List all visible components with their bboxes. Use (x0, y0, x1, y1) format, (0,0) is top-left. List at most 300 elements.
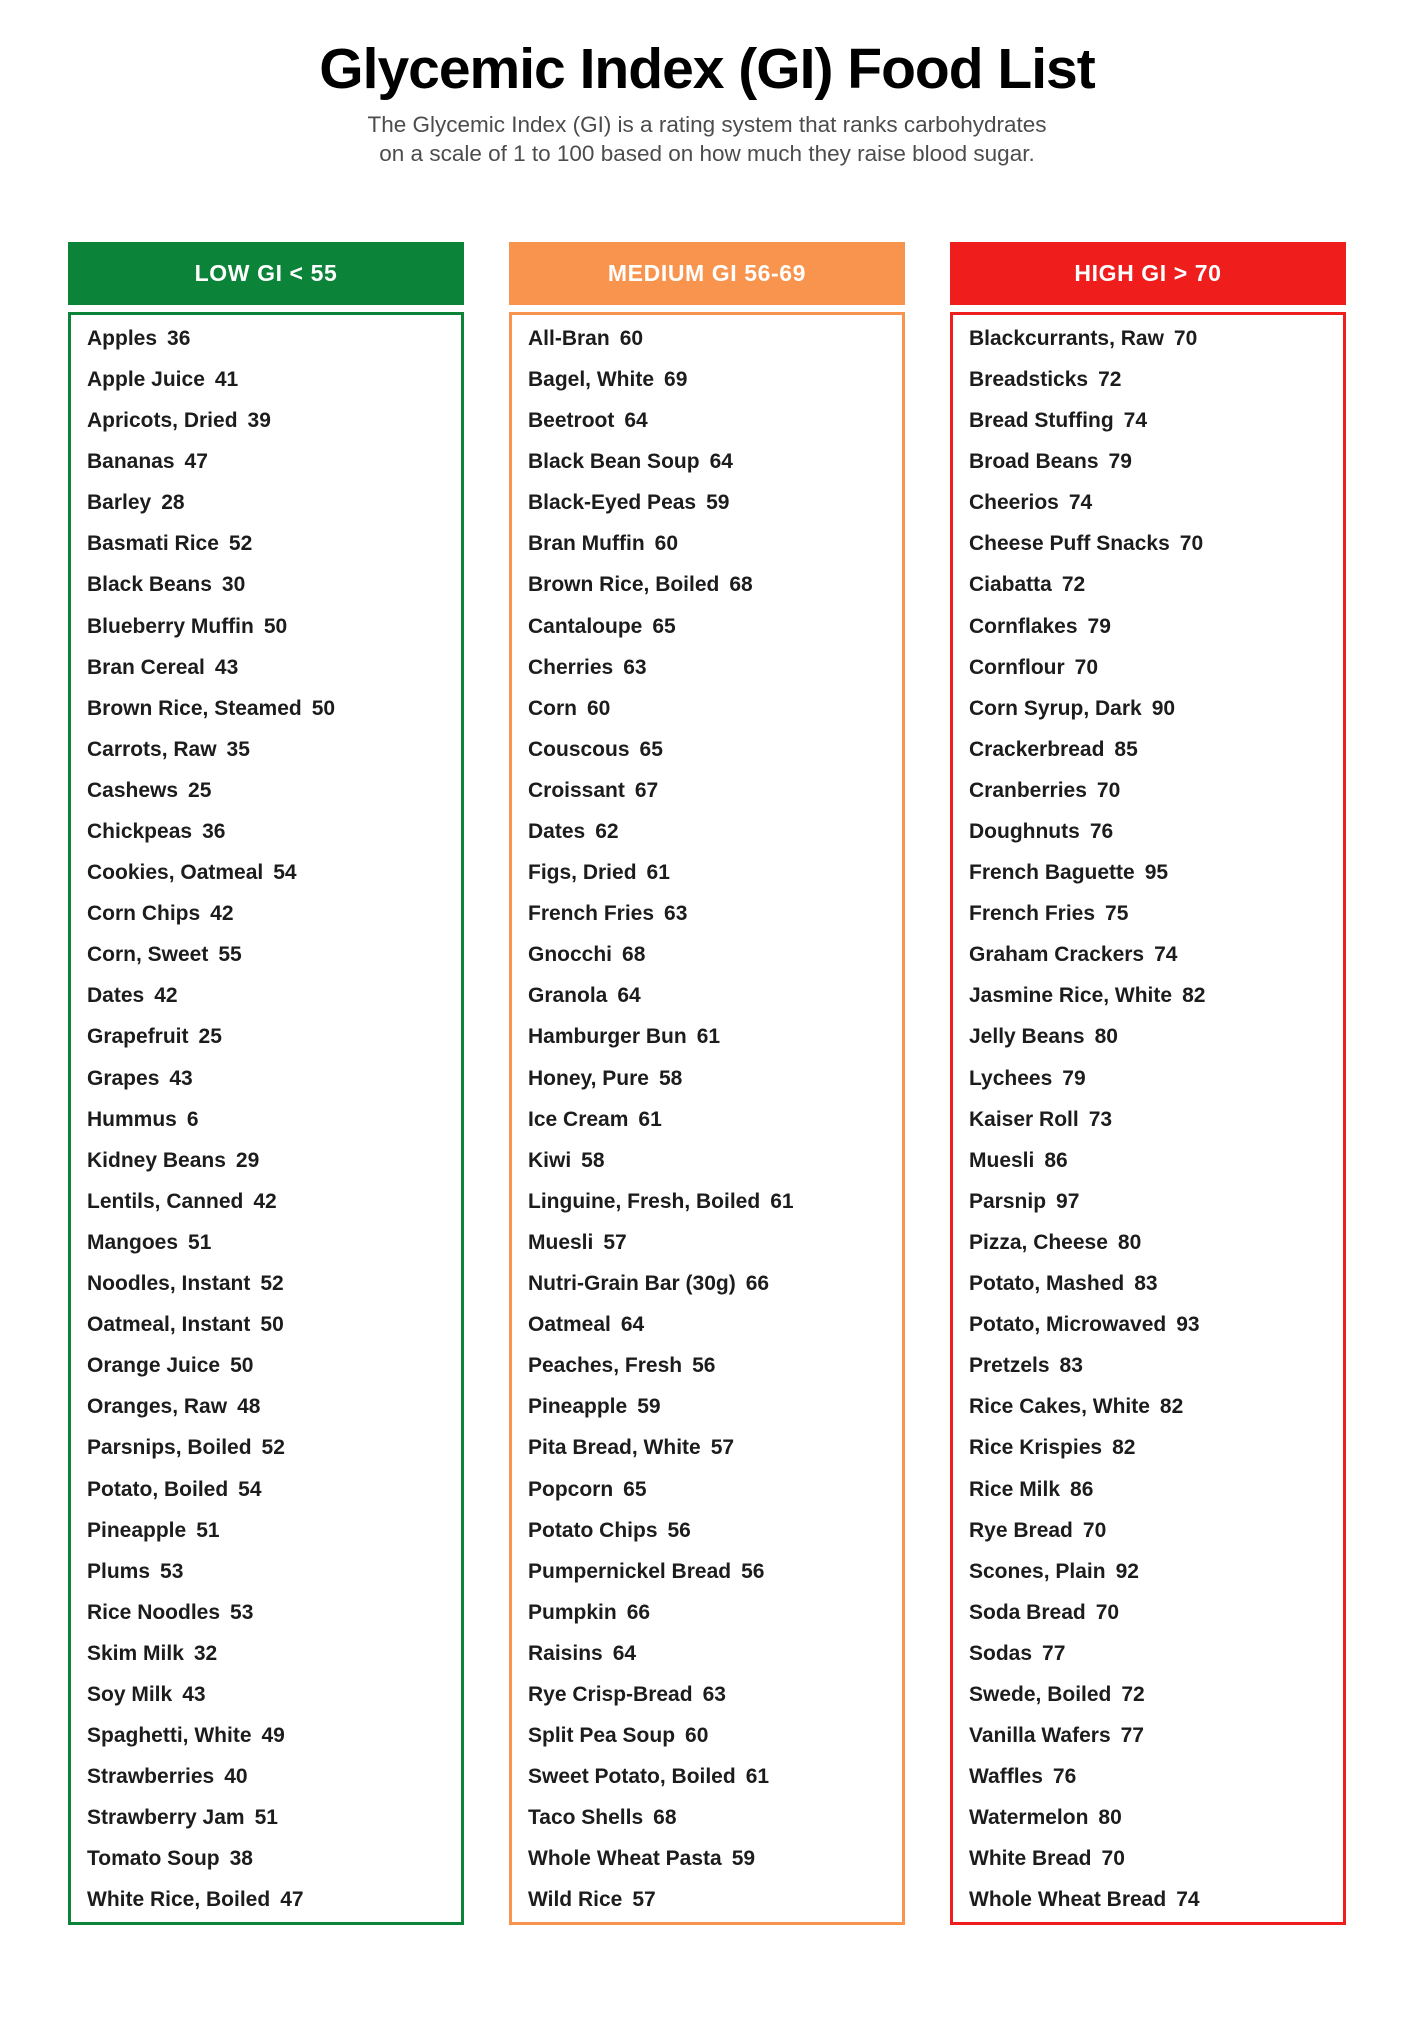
food-row (969, 894, 1335, 935)
food-gi-value: 52 (260, 1272, 284, 1296)
food-name: Cashews (87, 778, 179, 802)
food-name: Brown Rice, Steamed (87, 696, 302, 720)
food-name: Figs, Dried (528, 861, 637, 885)
food-gi-value: 60 (619, 326, 644, 350)
food-name: Potato, Mashed (969, 1272, 1125, 1296)
column-header-medium: MEDIUM GI 56-69 (509, 242, 905, 305)
food-row (87, 1222, 453, 1263)
food-row (87, 1716, 453, 1757)
food-name: Granola (528, 984, 608, 1008)
food-row (87, 770, 453, 811)
food-gi-value: 58 (581, 1148, 605, 1172)
food-name: Corn (528, 696, 577, 720)
food-name: Honey, Pure (528, 1066, 649, 1090)
food-name: Cheese Puff Snacks (969, 532, 1170, 556)
food-row (87, 1099, 453, 1140)
food-name: Kiwi (528, 1148, 572, 1172)
food-gi-value: 50 (263, 614, 288, 638)
food-row (87, 524, 453, 565)
food-gi-value: 53 (230, 1600, 254, 1624)
food-row (969, 1181, 1335, 1222)
food-name: Cornflakes (969, 614, 1078, 638)
food-row (528, 894, 894, 935)
food-gi-value: 92 (1115, 1559, 1139, 1583)
food-name: Watermelon (969, 1806, 1089, 1830)
food-gi-value: 40 (224, 1765, 248, 1789)
food-row (528, 1798, 894, 1839)
food-gi-value: 73 (1088, 1107, 1113, 1131)
food-name: Black Bean Soup (528, 450, 700, 474)
food-name: Raisins (528, 1641, 603, 1665)
food-row (528, 1346, 894, 1387)
food-name: French Fries (969, 902, 1096, 926)
food-gi-value: 72 (1098, 367, 1122, 391)
food-gi-value: 93 (1176, 1313, 1200, 1337)
food-gi-value: 79 (1087, 614, 1111, 638)
food-gi-value: 70 (1096, 778, 1121, 802)
food-row (528, 483, 894, 524)
food-row (528, 770, 894, 811)
food-name: French Fries (528, 902, 655, 926)
food-name: Brown Rice, Boiled (528, 573, 720, 597)
food-name: Linguine, Fresh, Boiled (528, 1189, 761, 1213)
food-row (87, 1264, 453, 1305)
food-row (528, 1305, 894, 1346)
food-gi-value: 68 (622, 943, 646, 967)
food-row (87, 442, 453, 483)
food-gi-value: 49 (261, 1724, 285, 1748)
food-name: Vanilla Wafers (969, 1724, 1111, 1748)
food-name: Sodas (969, 1641, 1033, 1665)
food-gi-value: 61 (745, 1765, 770, 1789)
food-name: Ice Cream (528, 1107, 629, 1131)
food-name: Bagel, White (528, 367, 655, 391)
food-gi-value: 79 (1062, 1066, 1086, 1090)
food-row (969, 1510, 1335, 1551)
food-row (87, 401, 453, 442)
food-gi-value: 61 (646, 861, 670, 885)
food-row (528, 1222, 894, 1263)
food-row (87, 1592, 453, 1633)
column-list-low (68, 312, 464, 1925)
food-name: Cookies, Oatmeal (87, 861, 264, 885)
food-name: Bread Stuffing (969, 409, 1114, 433)
food-gi-value: 42 (210, 902, 234, 926)
food-name: Hummus (87, 1107, 177, 1131)
food-name: Graham Crackers (969, 943, 1145, 967)
food-row (87, 1674, 453, 1715)
food-gi-value: 90 (1151, 696, 1176, 720)
food-name: Potato, Microwaved (969, 1313, 1167, 1337)
food-gi-value: 70 (1095, 1600, 1120, 1624)
food-gi-value: 30 (221, 573, 246, 597)
page-title: Glycemic Index (GI) Food List (319, 37, 1095, 101)
food-row (87, 935, 453, 976)
food-gi-value: 56 (667, 1518, 691, 1542)
food-row (969, 811, 1335, 852)
food-gi-value: 65 (623, 1477, 647, 1501)
food-row (969, 1387, 1335, 1428)
food-gi-value: 82 (1112, 1436, 1136, 1460)
food-gi-value: 61 (638, 1107, 662, 1131)
food-gi-value: 58 (658, 1066, 683, 1090)
food-gi-value: 85 (1114, 737, 1138, 761)
food-gi-value: 60 (685, 1724, 709, 1748)
food-row (969, 1140, 1335, 1181)
food-name: Dates (528, 820, 586, 844)
food-row (528, 1674, 894, 1715)
food-name: Rice Milk (969, 1477, 1061, 1501)
food-name: Muesli (528, 1230, 594, 1254)
food-row (87, 1839, 453, 1880)
food-name: Strawberries (87, 1765, 215, 1789)
food-row (969, 1305, 1335, 1346)
food-gi-value: 25 (198, 1025, 222, 1049)
food-name: Parsnip (969, 1189, 1047, 1213)
food-gi-value: 77 (1120, 1724, 1144, 1748)
food-row (87, 647, 453, 688)
food-name: Soy Milk (87, 1682, 173, 1706)
food-row (528, 1469, 894, 1510)
food-name: Nutri-Grain Bar (30g) (528, 1272, 736, 1296)
food-row (87, 688, 453, 729)
food-name: Blueberry Muffin (87, 614, 254, 638)
food-gi-value: 52 (261, 1436, 285, 1460)
food-name: Cheerios (969, 491, 1059, 515)
food-row (87, 1757, 453, 1798)
food-name: Apple Juice (87, 367, 205, 391)
food-row (969, 935, 1335, 976)
food-name: French Baguette (969, 861, 1135, 885)
food-row (87, 1633, 453, 1674)
food-row (528, 1839, 894, 1880)
food-row (87, 483, 453, 524)
food-row (87, 1510, 453, 1551)
food-row (87, 565, 453, 606)
food-row (87, 1880, 453, 1921)
food-name: Pineapple (87, 1518, 187, 1542)
food-name: All-Bran (528, 326, 610, 350)
food-name: Cantaloupe (528, 614, 643, 638)
food-gi-value: 75 (1105, 902, 1129, 926)
food-row (528, 688, 894, 729)
food-row (87, 811, 453, 852)
food-name: Couscous (528, 737, 630, 761)
food-row (969, 483, 1335, 524)
food-name: Oranges, Raw (87, 1395, 228, 1419)
food-name: Lentils, Canned (87, 1189, 244, 1213)
food-gi-value: 64 (612, 1641, 637, 1665)
food-row (528, 1510, 894, 1551)
food-gi-value: 57 (603, 1230, 627, 1254)
food-gi-value: 50 (260, 1313, 284, 1337)
food-gi-value: 43 (182, 1682, 206, 1706)
food-name: Rice Cakes, White (969, 1395, 1150, 1419)
food-name: Sweet Potato, Boiled (528, 1765, 736, 1789)
food-gi-value: 56 (692, 1354, 716, 1378)
food-name: Crackerbread (969, 737, 1105, 761)
food-name: Oatmeal, Instant (87, 1313, 251, 1337)
food-row (87, 853, 453, 894)
food-gi-value: 60 (654, 532, 679, 556)
food-name: Doughnuts (969, 820, 1080, 844)
food-gi-value: 64 (620, 1313, 645, 1337)
food-gi-value: 6 (186, 1107, 199, 1131)
food-row (87, 1181, 453, 1222)
food-name: Hamburger Bun (528, 1025, 687, 1049)
food-gi-value: 42 (253, 1189, 277, 1213)
food-gi-value: 54 (238, 1477, 262, 1501)
food-row (528, 1880, 894, 1921)
food-gi-value: 72 (1121, 1682, 1145, 1706)
food-name: Taco Shells (528, 1806, 644, 1830)
food-row (969, 1839, 1335, 1880)
food-row (528, 811, 894, 852)
food-row (969, 1716, 1335, 1757)
food-gi-value: 77 (1042, 1641, 1066, 1665)
food-row (969, 1551, 1335, 1592)
gi-columns (0, 242, 1414, 1925)
food-row (969, 565, 1335, 606)
food-row (528, 318, 894, 359)
food-name: Black-Eyed Peas (528, 491, 697, 515)
food-row (87, 1058, 453, 1099)
food-gi-value: 76 (1089, 820, 1114, 844)
food-gi-value: 51 (196, 1518, 220, 1542)
food-gi-value: 70 (1179, 532, 1204, 556)
food-row (528, 565, 894, 606)
food-name: Corn Syrup, Dark (969, 696, 1142, 720)
food-name: Jasmine Rice, White (969, 984, 1173, 1008)
food-name: Wild Rice (528, 1888, 623, 1912)
food-name: Ciabatta (969, 573, 1052, 597)
food-gi-value: 66 (626, 1600, 651, 1624)
food-row (87, 318, 453, 359)
food-name: Potato Chips (528, 1518, 658, 1542)
food-gi-value: 55 (218, 943, 242, 967)
food-gi-value: 29 (235, 1148, 260, 1172)
food-gi-value: 65 (652, 614, 676, 638)
food-row (969, 1017, 1335, 1058)
food-row (528, 1428, 894, 1469)
food-name: Cornflour (969, 655, 1065, 679)
column-medium-gi (509, 242, 905, 1925)
food-gi-value: 59 (637, 1395, 661, 1419)
food-gi-value: 36 (202, 820, 226, 844)
food-name: Kaiser Roll (969, 1107, 1079, 1131)
food-row (528, 1099, 894, 1140)
page-subtitle-line2: on a scale of 1 to 100 based on how much they raise blood sugar. (379, 141, 1035, 167)
page-subtitle-line1: The Glycemic Index (GI) is a rating system that ranks carbohydrates (367, 111, 1047, 137)
food-row (528, 729, 894, 770)
food-row (528, 1757, 894, 1798)
food-row (969, 606, 1335, 647)
food-gi-value: 39 (247, 409, 271, 433)
food-row (969, 729, 1335, 770)
food-row (969, 1264, 1335, 1305)
food-name: Swede, Boiled (969, 1682, 1112, 1706)
food-gi-value: 65 (639, 737, 663, 761)
food-name: Grapefruit (87, 1025, 189, 1049)
food-row (969, 1099, 1335, 1140)
food-gi-value: 74 (1154, 943, 1178, 967)
food-gi-value: 67 (634, 778, 659, 802)
food-row (528, 1058, 894, 1099)
food-name: Grapes (87, 1066, 160, 1090)
column-high-gi (950, 242, 1346, 1925)
food-row (969, 1222, 1335, 1263)
food-row (969, 318, 1335, 359)
food-row (87, 1387, 453, 1428)
food-name: Pumpkin (528, 1600, 617, 1624)
food-name: Mangoes (87, 1230, 179, 1254)
food-name: Spaghetti, White (87, 1724, 252, 1748)
food-gi-value: 38 (229, 1847, 253, 1871)
food-gi-value: 62 (595, 820, 619, 844)
food-row (969, 1798, 1335, 1839)
food-gi-value: 35 (226, 737, 250, 761)
food-name: Jelly Beans (969, 1025, 1085, 1049)
food-name: Cherries (528, 655, 614, 679)
food-name: Lychees (969, 1066, 1053, 1090)
food-row (969, 853, 1335, 894)
food-row (528, 401, 894, 442)
food-name: Cranberries (969, 778, 1087, 802)
food-row (528, 1551, 894, 1592)
food-gi-value: 63 (664, 902, 688, 926)
food-row (87, 1798, 453, 1839)
food-row (969, 1757, 1335, 1798)
food-gi-value: 80 (1094, 1025, 1118, 1049)
food-row (969, 1674, 1335, 1715)
food-row (969, 1592, 1335, 1633)
food-gi-value: 51 (188, 1230, 212, 1254)
food-name: Pumpernickel Bread (528, 1559, 732, 1583)
food-row (528, 359, 894, 400)
food-row (969, 1428, 1335, 1469)
food-row (528, 1181, 894, 1222)
food-name: Pizza, Cheese (969, 1230, 1108, 1254)
food-name: Bran Muffin (528, 532, 645, 556)
food-name: Bananas (87, 450, 175, 474)
food-gi-value: 70 (1101, 1847, 1125, 1871)
food-row (87, 606, 453, 647)
food-gi-value: 80 (1098, 1806, 1122, 1830)
food-gi-value: 70 (1082, 1518, 1107, 1542)
food-row (87, 976, 453, 1017)
food-name: Whole Wheat Bread (969, 1888, 1167, 1912)
food-gi-value: 56 (741, 1559, 765, 1583)
food-gi-value: 79 (1108, 450, 1132, 474)
food-name: Strawberry Jam (87, 1806, 245, 1830)
food-gi-value: 50 (230, 1354, 254, 1378)
food-name: Split Pea Soup (528, 1724, 676, 1748)
page-subtitle (0, 110, 1414, 169)
food-name: Rye Bread (969, 1518, 1073, 1542)
food-name: Breadsticks (969, 367, 1089, 391)
food-gi-value: 54 (273, 861, 297, 885)
food-gi-value: 59 (706, 491, 730, 515)
food-row (528, 1633, 894, 1674)
food-gi-value: 25 (188, 778, 212, 802)
food-row (528, 1716, 894, 1757)
food-name: Tomato Soup (87, 1847, 220, 1871)
food-name: Apples (87, 326, 158, 350)
food-gi-value: 32 (193, 1641, 218, 1665)
food-row (87, 1017, 453, 1058)
food-gi-value: 59 (731, 1847, 756, 1871)
food-gi-value: 76 (1052, 1765, 1077, 1789)
food-row (528, 442, 894, 483)
food-name: Popcorn (528, 1477, 614, 1501)
food-name: Soda Bread (969, 1600, 1086, 1624)
food-name: Barley (87, 491, 152, 515)
food-row (969, 524, 1335, 565)
column-header-high: HIGH GI > 70 (950, 242, 1346, 305)
food-gi-value: 63 (702, 1682, 726, 1706)
food-gi-value: 74 (1176, 1888, 1200, 1912)
food-row (528, 1592, 894, 1633)
food-gi-value: 82 (1159, 1395, 1184, 1419)
food-name: Rye Crisp-Bread (528, 1682, 693, 1706)
food-row (87, 1305, 453, 1346)
food-row (969, 1633, 1335, 1674)
food-gi-value: 64 (617, 984, 641, 1008)
food-gi-value: 60 (587, 696, 611, 720)
food-name: Skim Milk (87, 1641, 184, 1665)
food-name: Oatmeal (528, 1313, 611, 1337)
food-row (87, 894, 453, 935)
food-row (528, 1387, 894, 1428)
food-name: Broad Beans (969, 450, 1099, 474)
food-gi-value: 86 (1044, 1148, 1068, 1172)
food-name: Beetroot (528, 409, 615, 433)
food-name: Basmati Rice (87, 532, 219, 556)
food-name: Potato, Boiled (87, 1477, 229, 1501)
food-gi-value: 72 (1061, 573, 1086, 597)
food-name: Carrots, Raw (87, 737, 217, 761)
food-name: Gnocchi (528, 943, 613, 967)
food-gi-value: 57 (632, 1888, 656, 1912)
food-gi-value: 64 (709, 450, 733, 474)
food-gi-value: 70 (1074, 655, 1099, 679)
column-low-gi (68, 242, 464, 1925)
food-row (969, 1880, 1335, 1921)
food-gi-value: 80 (1117, 1230, 1142, 1254)
food-name: Bran Cereal (87, 655, 205, 679)
food-row (969, 1058, 1335, 1099)
food-gi-value: 47 (280, 1888, 304, 1912)
food-gi-value: 70 (1173, 326, 1198, 350)
food-gi-value: 61 (770, 1189, 794, 1213)
food-name: White Bread (969, 1847, 1092, 1871)
food-row (528, 976, 894, 1017)
food-gi-value: 41 (214, 367, 239, 391)
food-name: Whole Wheat Pasta (528, 1847, 722, 1871)
food-row (528, 1140, 894, 1181)
food-name: Plums (87, 1559, 151, 1583)
food-row (528, 1264, 894, 1305)
food-gi-value: 43 (169, 1066, 193, 1090)
food-name: Muesli (969, 1148, 1035, 1172)
food-row (87, 1551, 453, 1592)
food-row (528, 606, 894, 647)
food-gi-value: 51 (254, 1806, 278, 1830)
food-row (969, 1469, 1335, 1510)
food-name: Corn Chips (87, 902, 201, 926)
food-gi-value: 97 (1056, 1189, 1080, 1213)
food-row (528, 524, 894, 565)
